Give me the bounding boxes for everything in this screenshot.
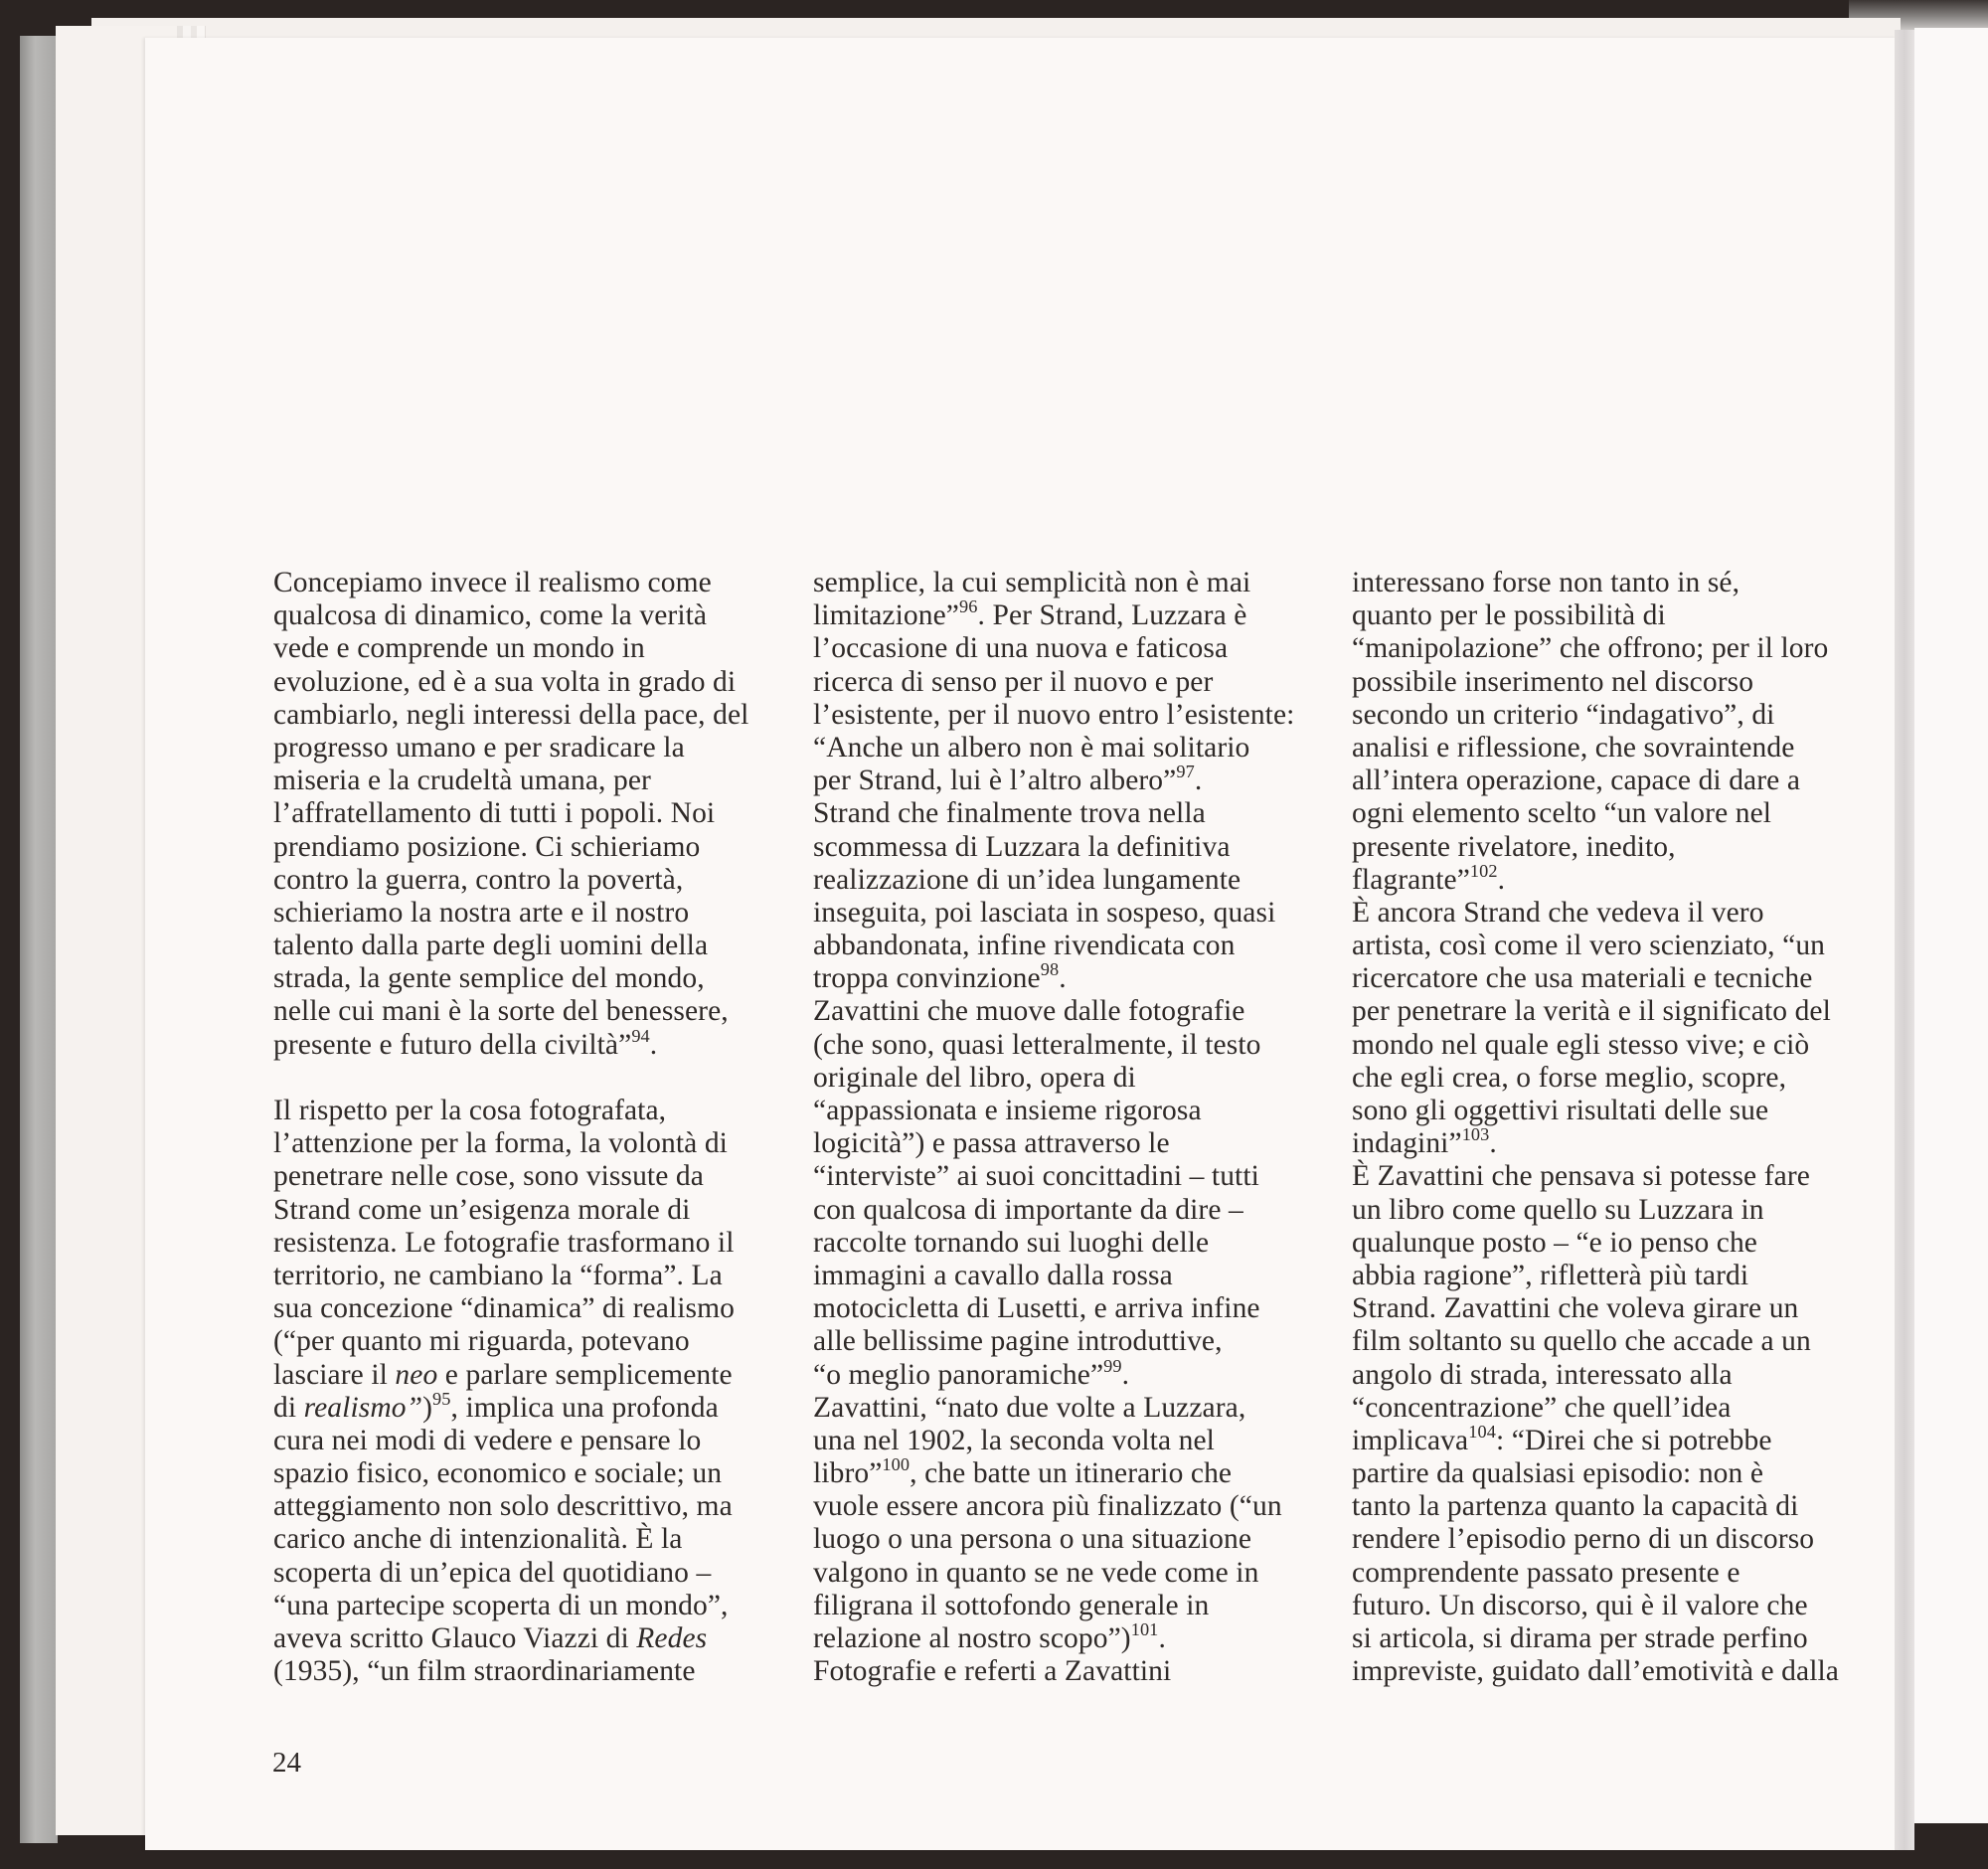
text-run: l’esistente, per il nuovo entro l’esistente:: [813, 698, 1295, 731]
text-line: [813, 596, 1330, 632]
text-run: Concepiamo invece il realismo come: [273, 567, 712, 598]
text-line: [1352, 567, 1879, 599]
text-line: [813, 1029, 1330, 1062]
footnote-ref: 101: [1130, 1619, 1159, 1640]
text-line: [813, 897, 1330, 930]
text-line: [273, 962, 790, 995]
text-line: [273, 1622, 790, 1655]
text-run: valgono in quanto se ne vede come in: [813, 1556, 1259, 1589]
text-run: “o meglio panoramiche”: [813, 1358, 1104, 1391]
text-run: lasciare il: [273, 1358, 396, 1391]
text-line: [1352, 666, 1879, 699]
text-line: [273, 1227, 790, 1260]
text-line: [273, 699, 790, 732]
text-line: [1352, 1557, 1879, 1590]
text-line: [813, 666, 1330, 699]
text-line: [813, 1062, 1330, 1095]
text-line: [273, 1490, 790, 1523]
text-line: [813, 1260, 1330, 1292]
text-run: progresso umano e per sradicare la: [273, 731, 685, 764]
text-run: per Strand, lui è l’altro albero”: [813, 765, 1177, 797]
footnote-ref: 102: [1469, 860, 1498, 881]
text-run: Strand. Zavattini che voleva girare un: [1352, 1292, 1799, 1325]
text-run: motocicletta di Lusetti, e arriva infine: [813, 1292, 1260, 1325]
text-line: [273, 1127, 790, 1160]
text-line: [813, 1490, 1330, 1523]
text-run: relazione al nostro scopo”): [813, 1622, 1131, 1654]
text-run: sono gli oggettivi risultati delle sue: [1352, 1095, 1769, 1126]
text-line: [813, 995, 1330, 1028]
text-line: [813, 1655, 1330, 1688]
text-run: mondo nel quale egli stesso vive; e ciò: [1352, 1028, 1810, 1061]
text-line: [813, 1557, 1330, 1590]
text-run: atteggiamento non solo descrittivo, ma: [273, 1490, 733, 1523]
text-run: ): [422, 1391, 433, 1424]
text-line: [273, 797, 790, 830]
text-run: È ancora Strand che vedeva il vero: [1352, 896, 1764, 929]
text-line: [1352, 1160, 1879, 1193]
text-line: [813, 831, 1330, 864]
text-run: abbia ragione”, rifletterà più tardi: [1352, 1259, 1749, 1291]
text-run: aveva scritto Glauco Viazzi di: [273, 1622, 637, 1654]
text-line: [1352, 1292, 1879, 1325]
text-run: cura nei modi di vedere e pensare lo: [273, 1424, 702, 1456]
text-run: l’attenzione per la forma, la volontà di: [273, 1127, 728, 1160]
text-run: tanto la partenza quanto la capacità di: [1352, 1490, 1799, 1523]
text-line: [813, 1325, 1330, 1358]
text-line: [1352, 1095, 1879, 1127]
text-run: film soltanto su quello che accade a un: [1352, 1325, 1811, 1358]
footnote-ref: 98: [1040, 959, 1060, 980]
text-run: ogni elemento scelto “un valore nel: [1352, 797, 1772, 830]
text-run: libro”: [813, 1457, 883, 1490]
page-gutter: [1895, 30, 1914, 1850]
text-line: [813, 699, 1330, 732]
text-line: [813, 1425, 1330, 1457]
text-run: cambiarlo, negli interessi della pace, del: [273, 698, 749, 731]
footnote-ref: 97: [1176, 762, 1195, 782]
text-line: [273, 1425, 790, 1457]
text-run: . Per Strand, Luzzara è: [977, 599, 1247, 632]
text-run: di: [273, 1391, 304, 1424]
text-line: [813, 1194, 1330, 1227]
italic-text: realismo”: [303, 1391, 423, 1424]
text-run: ricerca di senso per il nuovo e per: [813, 665, 1214, 698]
text-run: immagini a cavallo dalla rossa: [813, 1259, 1173, 1291]
text-run: logicità”) e passa attraverso le: [813, 1127, 1170, 1160]
text-run: scoperta di un’epica del quotidiano –: [273, 1556, 712, 1589]
text-run: all’intera operazione, capace di dare a: [1352, 765, 1801, 797]
text-line: [273, 1557, 790, 1590]
text-run: Fotografie e referti a Zavattini: [813, 1655, 1172, 1688]
text-line: [1352, 1590, 1879, 1622]
text-run: comprendente passato presente e: [1352, 1556, 1740, 1589]
text-line: [813, 1095, 1330, 1127]
text-line: [813, 864, 1330, 897]
text-run: presente e futuro della civiltà”: [273, 1028, 632, 1061]
text-run: e parlare semplicemente: [437, 1358, 733, 1391]
footnote-ref: 94: [631, 1025, 650, 1046]
text-run: Zavattini che muove dalle fotografie: [813, 995, 1245, 1028]
text-line: [1352, 897, 1879, 930]
text-run: Il rispetto per la cosa fotografata,: [273, 1095, 667, 1126]
text-line: [813, 1227, 1330, 1260]
text-line: [1352, 1422, 1879, 1457]
footnote-ref: 104: [1468, 1422, 1496, 1442]
text-column-3: [1352, 567, 1879, 1688]
text-line: [1352, 1124, 1879, 1160]
text-line: [813, 1619, 1330, 1655]
text-run: secondo un criterio “indagativo”, di: [1352, 698, 1775, 731]
text-line: [273, 864, 790, 897]
text-line: [273, 632, 790, 665]
text-line: [1352, 860, 1879, 897]
text-run: schieriamo la nostra arte e il nostro: [273, 896, 690, 929]
text-run: presente rivelatore, inedito,: [1352, 830, 1676, 863]
text-run: , che batte un itinerario che: [910, 1457, 1233, 1490]
text-run: inseguita, poi lasciata in sospeso, quasi: [813, 896, 1276, 929]
text-line: [273, 1025, 790, 1062]
text-line: [273, 831, 790, 864]
text-run: per penetrare la verità e il significato del: [1352, 995, 1831, 1028]
footnote-ref: 96: [959, 596, 978, 617]
text-run: strada, la gente semplice del mondo,: [273, 962, 705, 995]
text-run: “Anche un albero non è mai solitario: [813, 731, 1250, 764]
page-stack-top-edge: [91, 18, 1901, 39]
text-line: [1352, 1260, 1879, 1292]
text-line: [273, 1457, 790, 1490]
text-line: [1352, 1325, 1879, 1358]
text-run: “concentrazione” che quell’idea: [1352, 1391, 1732, 1424]
text-line: [813, 1127, 1330, 1160]
text-line: [813, 959, 1330, 995]
text-run: “manipolazione” che offrono; per il loro: [1352, 632, 1829, 665]
text-line: [813, 762, 1330, 797]
text-run: scommessa di Luzzara la definitiva: [813, 830, 1231, 863]
text-run: originale del libro, opera di: [813, 1061, 1136, 1094]
text-line: [813, 797, 1330, 830]
text-line: [1352, 1194, 1879, 1227]
text-run: (“per quanto mi riguarda, potevano: [273, 1325, 690, 1358]
italic-text: neo: [395, 1358, 438, 1391]
text-run: partire da qualsiasi episodio: non è: [1352, 1457, 1764, 1490]
text-run: nelle cui mani è la sorte del benessere,: [273, 995, 729, 1028]
text-run: resistenza. Le fotografie trasformano il: [273, 1226, 735, 1259]
footnote-ref: 99: [1103, 1355, 1122, 1376]
text-line: [1352, 599, 1879, 632]
paragraph-gap: [273, 1062, 790, 1095]
text-run: l’affratellamento di tutti i popoli. Noi: [273, 797, 716, 830]
text-line: [1352, 1227, 1879, 1260]
text-line: [813, 567, 1330, 599]
text-run: alle bellissime pagine introduttive,: [813, 1325, 1223, 1358]
text-run: .: [1489, 1127, 1497, 1160]
text-run: .: [1121, 1358, 1130, 1391]
text-line: [813, 930, 1330, 962]
italic-text: Redes: [636, 1622, 708, 1654]
text-run: (1935), “un film straordinariamente: [273, 1655, 696, 1688]
text-run: filigrana il sottofondo generale in: [813, 1589, 1210, 1621]
text-run: prendiamo posizione. Ci schieriamo: [273, 830, 701, 863]
text-line: [273, 1523, 790, 1556]
text-run: qualunque posto – “e io penso che: [1352, 1226, 1758, 1259]
text-line: [1352, 732, 1879, 765]
text-run: un libro come quello su Luzzara in: [1352, 1193, 1764, 1226]
text-run: qualcosa di dinamico, come la verità: [273, 599, 708, 632]
text-line: [1352, 1392, 1879, 1425]
text-run: futuro. Un discorso, qui è il valore che: [1352, 1589, 1808, 1621]
text-line: [273, 1388, 790, 1425]
text-line: [273, 930, 790, 962]
footnote-ref: 103: [1461, 1124, 1490, 1145]
text-run: carico anche di intenzionalità. È la: [273, 1523, 683, 1556]
text-run: una nel 1902, la seconda volta nel: [813, 1424, 1215, 1456]
text-run: Strand che finalmente trova nella: [813, 797, 1206, 830]
footnote-ref: 100: [882, 1454, 911, 1475]
text-run: evoluzione, ed è a sua volta in grado di: [273, 665, 737, 698]
text-line: [1352, 797, 1879, 830]
text-run: semplice, la cui semplicità non è mai: [813, 567, 1251, 598]
text-line: [273, 1160, 790, 1193]
text-run: Zavattini, “nato due volte a Luzzara,: [813, 1391, 1246, 1424]
text-line: [1352, 1622, 1879, 1655]
text-line: [273, 1292, 790, 1325]
text-line: [813, 1392, 1330, 1425]
text-line: [273, 1655, 790, 1688]
text-run: spazio fisico, economico e sociale; un: [273, 1457, 723, 1490]
text-line: [273, 1590, 790, 1622]
text-line: [1352, 1655, 1879, 1688]
text-run: rendere l’episodio perno di un discorso: [1352, 1523, 1815, 1556]
text-run: “appassionata e insieme rigorosa: [813, 1095, 1202, 1126]
text-line: [813, 732, 1330, 765]
text-run: raccolte tornando sui luoghi delle: [813, 1226, 1210, 1259]
text-line: [273, 1095, 790, 1127]
text-line: [813, 1355, 1330, 1392]
footnote-ref: 95: [432, 1388, 451, 1409]
text-column-2: [813, 567, 1330, 1688]
text-run: talento dalla parte degli uomini della: [273, 930, 709, 962]
text-line: [1352, 1029, 1879, 1062]
text-run: ricercatore che usa materiali e tecniche: [1352, 962, 1813, 995]
text-line: [813, 1292, 1330, 1325]
text-line: [1352, 930, 1879, 962]
text-run: miseria e la crudeltà umana, per: [273, 765, 651, 797]
text-run: .: [1497, 863, 1506, 896]
text-run: “una partecipe scoperta di un mondo”,: [273, 1589, 729, 1621]
text-run: con qualcosa di importante da dire –: [813, 1193, 1243, 1226]
text-line: [273, 567, 790, 599]
text-run: vuole essere ancora più finalizzato (“un: [813, 1490, 1282, 1523]
text-column-1: [273, 567, 790, 1688]
text-line: [1352, 1523, 1879, 1556]
text-run: .: [1194, 765, 1203, 797]
text-line: [273, 666, 790, 699]
text-run: realizzazione di un’idea lungamente: [813, 863, 1242, 896]
text-run: luogo o una persona o una situazione: [813, 1523, 1252, 1556]
text-run: analisi e riflessione, che sovraintende: [1352, 731, 1795, 764]
text-run: territorio, ne cambiano la “forma”. La: [273, 1259, 723, 1291]
text-run: angolo di strada, interessato alla: [1352, 1358, 1733, 1391]
text-run: sua concezione “dinamica” di realismo: [273, 1292, 736, 1325]
text-run: Strand come un’esigenza morale di: [273, 1193, 691, 1226]
text-line: [813, 1160, 1330, 1193]
text-run: che egli crea, o forse meglio, scopre,: [1352, 1061, 1787, 1094]
text-run: .: [649, 1028, 658, 1061]
text-line: [1352, 765, 1879, 797]
text-run: limitazione”: [813, 599, 960, 632]
text-run: “interviste” ai suoi concittadini – tutti: [813, 1160, 1259, 1193]
text-run: quanto per le possibilità di: [1352, 599, 1666, 632]
text-run: interessano forse non tanto in sé,: [1352, 567, 1740, 598]
facing-page: [1914, 28, 1988, 1823]
text-run: si articola, si dirama per strade perfino: [1352, 1622, 1808, 1654]
text-run: possibile inserimento nel discorso: [1352, 665, 1754, 698]
text-run: : “Direi che si potrebbe: [1495, 1424, 1772, 1456]
text-run: .: [1059, 962, 1067, 995]
text-run: , implica una profonda: [450, 1391, 719, 1424]
text-run: vede e comprende un mondo in: [273, 632, 645, 665]
text-line: [273, 1194, 790, 1227]
text-line: [1352, 699, 1879, 732]
text-run: contro la guerra, contro la povertà,: [273, 863, 684, 896]
text-line: [273, 765, 790, 797]
text-line: [1352, 1490, 1879, 1523]
text-line: [273, 1325, 790, 1358]
book-spine: [20, 36, 58, 1843]
text-run: indagini”: [1352, 1127, 1462, 1160]
text-run: artista, così come il vero scienziato, “un: [1352, 930, 1826, 962]
text-run: È Zavattini che pensava si potesse fare: [1352, 1160, 1810, 1193]
text-run: abbandonata, infine rivendicata con: [813, 930, 1236, 962]
text-run: l’occasione di una nuova e faticosa: [813, 632, 1229, 665]
text-run: .: [1158, 1622, 1166, 1654]
text-line: [813, 1590, 1330, 1622]
text-line: [273, 732, 790, 765]
text-line: [1352, 831, 1879, 864]
text-run: troppa convinzione: [813, 962, 1041, 995]
text-line: [273, 599, 790, 632]
text-line: [1352, 962, 1879, 995]
text-line: [813, 1523, 1330, 1556]
text-line: [273, 1359, 790, 1392]
text-run: implicava: [1352, 1424, 1469, 1456]
text-line: [813, 1454, 1330, 1490]
page-number: 24: [272, 1747, 301, 1779]
text-run: flagrante”: [1352, 863, 1470, 896]
text-line: [1352, 1359, 1879, 1392]
text-run: (che sono, quasi letteralmente, il testo: [813, 1028, 1261, 1061]
text-line: [273, 1260, 790, 1292]
text-run: penetrare nelle cose, sono vissute da: [273, 1160, 704, 1193]
text-line: [813, 632, 1330, 665]
text-line: [1352, 1457, 1879, 1490]
text-line: [273, 995, 790, 1028]
text-line: [1352, 1062, 1879, 1095]
text-run: impreviste, guidato dall’emotività e dalla: [1352, 1655, 1839, 1688]
text-line: [1352, 995, 1879, 1028]
text-line: [1352, 632, 1879, 665]
text-line: [273, 897, 790, 930]
